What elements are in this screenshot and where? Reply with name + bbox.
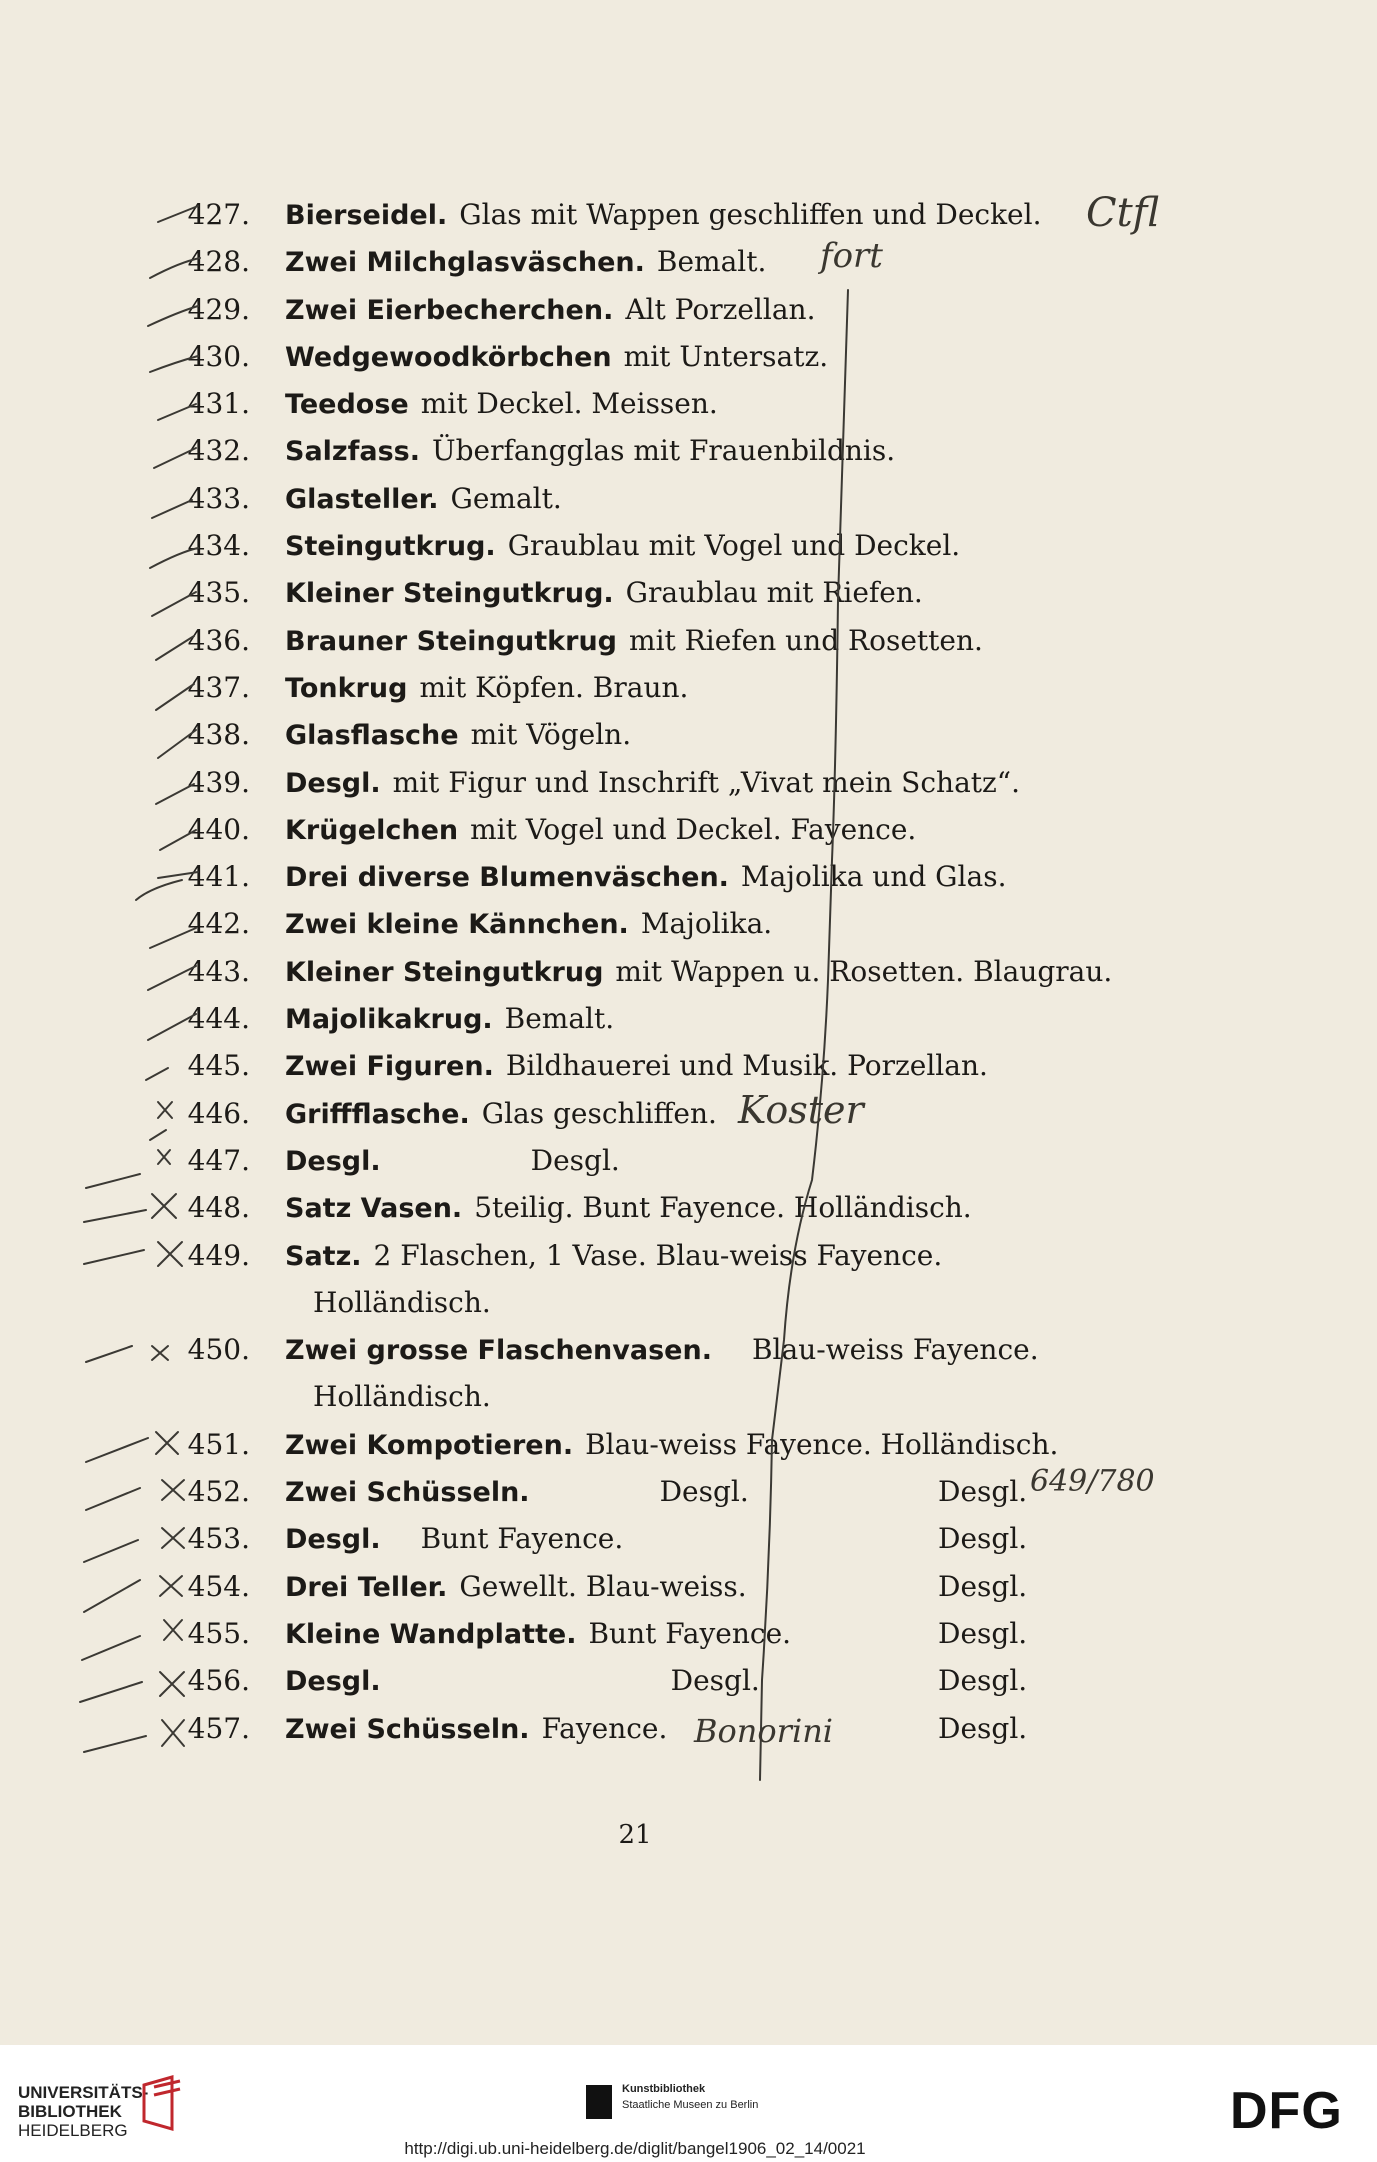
entry-description: Bemalt. [504, 1002, 615, 1036]
entry-number: 429. [187, 292, 250, 326]
entry-title: Desgl. [285, 767, 381, 799]
entry-title: Zwei kleine Kännchen. [285, 909, 629, 941]
entry-title: Zwei Schüsseln. [285, 1713, 530, 1745]
entry-title: Desgl. [285, 1666, 381, 1698]
entry-number: 428. [187, 245, 250, 279]
entry-description: Graublau mit Vogel und Deckel. [507, 529, 961, 563]
entry-number: 435. [187, 576, 250, 610]
entry-column-value: Desgl. [938, 1616, 1028, 1650]
entry-description: Desgl. [659, 1475, 749, 1509]
entry-number: 457. [187, 1711, 250, 1745]
entry-description: Glas mit Wappen geschliffen und Deckel. [459, 198, 1042, 231]
handwritten-note: Koster [738, 1088, 864, 1132]
entry-column-value: Desgl. [938, 1664, 1028, 1698]
entry-description: Glas geschliffen. [481, 1096, 717, 1130]
dfg-logo: DFG [1230, 2082, 1343, 2140]
entry-title: Glasteller. [285, 483, 439, 515]
entry-title: Zwei Kompotieren. [285, 1429, 574, 1461]
entry-number: 454. [187, 1569, 250, 1603]
entry-title: Majolikakrug. [285, 1004, 493, 1036]
entry-number: 430. [187, 339, 250, 373]
entry-title: Kleiner Steingutkrug [285, 956, 604, 988]
entry-number: 453. [187, 1522, 250, 1556]
ub-line3: HEIDELBERG [18, 2121, 128, 2140]
entry-title: Zwei Schüsseln. [285, 1477, 530, 1509]
entry-title: Salzfass. [285, 436, 420, 468]
source-url[interactable]: http://digi.ub.uni-heidelberg.de/diglit/bangel1906_02_14/0021 [404, 2139, 866, 2158]
kb-line2: Staatliche Museen zu Berlin [622, 2099, 759, 2111]
entry-title: Drei diverse Blumenväschen. [285, 862, 729, 894]
entry-description: Blau-weiss Fayence. [751, 1333, 1039, 1367]
entry-title: Steingutkrug. [285, 531, 496, 563]
entry-number: 433. [187, 481, 250, 515]
entry-description: Desgl. [670, 1664, 760, 1698]
entry-column-value: Desgl. [938, 1711, 1028, 1745]
entry-description: Blau-weiss Fayence. Holländisch. [585, 1427, 1059, 1461]
entry-description: Bunt Fayence. [588, 1616, 792, 1650]
entry-number: 452. [187, 1475, 250, 1509]
entry-number: 436. [187, 623, 250, 657]
entry-number: 438. [187, 718, 250, 752]
entry-title: Zwei Figuren. [285, 1051, 494, 1083]
entry-description: 2 Flaschen, 1 Vase. Blau-weiss Fayence. [373, 1238, 943, 1272]
entry-number: 442. [187, 907, 250, 941]
kb-line1: Kunstbibliothek [622, 2083, 706, 2095]
entry-description-continued: Holländisch. [313, 1285, 491, 1319]
entry-number: 431. [187, 387, 250, 421]
entry-title: Wedgewoodkörbchen [285, 341, 612, 373]
entry-title: Satz Vasen. [285, 1193, 463, 1225]
entry-number: 447. [187, 1143, 250, 1177]
entry-description: 5teilig. Bunt Fayence. Holländisch. [474, 1191, 972, 1225]
entry-description: Gemalt. [450, 481, 562, 515]
entry-description: Alt Porzellan. [625, 292, 816, 326]
kunstbibliothek-label [622, 2081, 758, 2113]
entry-title: Bierseidel. [285, 200, 448, 231]
entry-description: Desgl. [530, 1143, 620, 1177]
entry-description: mit Köpfen. Braun. [419, 670, 689, 704]
entry-number: 445. [187, 1049, 250, 1083]
entry-number: 451. [187, 1427, 250, 1461]
entry-column-value: Desgl. [938, 1569, 1028, 1603]
page-number: 21 [618, 1820, 652, 1850]
entry-description-continued: Holländisch. [313, 1380, 491, 1414]
entry-description: mit Wappen u. Rosetten. Blaugrau. [615, 954, 1113, 988]
entry-number: 443. [187, 954, 250, 988]
footer [0, 2045, 1377, 2162]
entry-title: Kleiner Steingutkrug. [285, 578, 614, 610]
entry-number: 444. [187, 1002, 250, 1036]
entry-title: Tonkrug [285, 672, 408, 704]
ub-heidelberg-label [18, 2083, 148, 2140]
entry-description: mit Figur und Inschrift „Vivat mein Schatz“. [392, 765, 1020, 799]
handwritten-note: 649/780 [1030, 1464, 1155, 1499]
entry-description: mit Vogel und Deckel. Fayence. [470, 812, 917, 846]
entry-title: Griffflasche. [285, 1098, 470, 1130]
entry-description: Majolika. [640, 907, 773, 941]
entry-number: 446. [187, 1096, 250, 1130]
entry-number: 427. [187, 198, 250, 231]
entry-description: mit Untersatz. [623, 339, 829, 373]
entry-title: Krügelchen [285, 814, 459, 846]
entry-description: Überfangglas mit Frauenbildnis. [432, 434, 896, 468]
handwritten-note: Ctfl [1086, 190, 1160, 236]
kunstbibliothek-logo-icon [586, 2085, 612, 2119]
entry-title: Glasflasche [285, 720, 459, 752]
entry-title: Desgl. [285, 1524, 381, 1556]
entry-description: Bemalt. [656, 245, 767, 279]
entry-description: mit Riefen und Rosetten. [629, 623, 983, 657]
entry-title: Drei Teller. [285, 1571, 448, 1603]
handwritten-note: Bonorini [694, 1712, 834, 1750]
entry-title: Satz. [285, 1240, 362, 1272]
entry-title: Teedose [285, 389, 409, 421]
entry-number: 456. [187, 1664, 250, 1698]
entry-column-value: Desgl. [938, 1522, 1028, 1556]
entry-number: 434. [187, 529, 250, 563]
entry-title: Brauner Steingutkrug [285, 625, 618, 657]
ub-logo-icon [138, 2075, 186, 2131]
entry-description: Graublau mit Riefen. [625, 576, 923, 610]
ub-line1: UNIVERSITÄTS- [18, 2083, 149, 2102]
entry-description: mit Vögeln. [470, 718, 632, 752]
entry-title: Zwei Eierbecherchen. [285, 294, 614, 326]
entry-number: 439. [187, 765, 250, 799]
entry-column-value: Desgl. [938, 1475, 1028, 1509]
entry-title: Desgl. [285, 1145, 381, 1177]
entry-number: 437. [187, 670, 250, 704]
entry-description: Bildhauerei und Musik. Porzellan. [505, 1049, 988, 1083]
ub-line2: BIBLIOTHEK [18, 2102, 122, 2121]
entry-title: Zwei Milchglasväschen. [285, 247, 645, 279]
entry-description: Bunt Fayence. [420, 1522, 624, 1556]
entry-number: 441. [187, 860, 250, 894]
entry-title: Zwei grosse Flaschenvasen. [285, 1335, 712, 1367]
entry-description: mit Deckel. Meissen. [420, 387, 718, 421]
handwritten-note: fort [820, 236, 883, 276]
entry-number: 449. [187, 1238, 250, 1272]
entry-number: 448. [187, 1191, 250, 1225]
entry-description: Fayence. [541, 1711, 668, 1745]
entry-title: Kleine Wandplatte. [285, 1618, 577, 1650]
entry-number: 455. [187, 1616, 250, 1650]
entry-number: 450. [187, 1333, 250, 1367]
entry-description: Gewellt. Blau-weiss. [459, 1569, 747, 1603]
entry-description: Majolika und Glas. [740, 860, 1007, 894]
entry-number: 440. [187, 812, 250, 846]
entry-number: 432. [187, 434, 250, 468]
